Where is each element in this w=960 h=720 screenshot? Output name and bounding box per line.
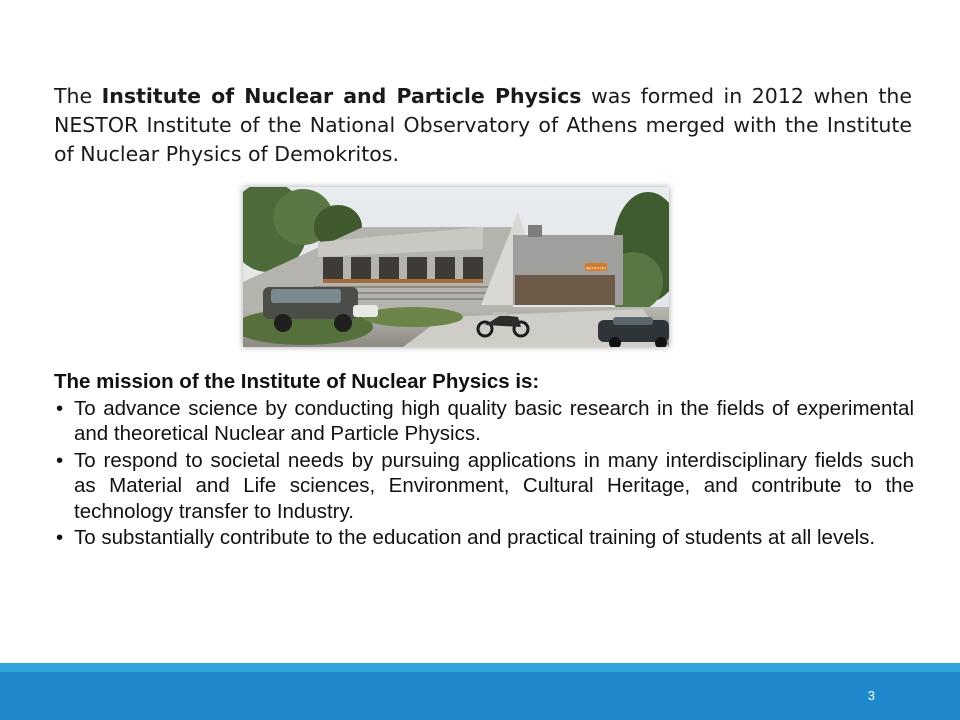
mission-bullet-item <box>54 396 914 447</box>
mission-bullet-list <box>54 396 914 551</box>
bullet-icon: • <box>56 526 64 549</box>
mission-heading: The mission of the Institute of Nuclear Physics is: <box>54 370 540 393</box>
intro-prefix: The <box>54 84 102 108</box>
mission-bullet-text: To advance science by conducting high quality basic research in the fields of experimental and theoretical Nuclear and Particle Physics. <box>74 396 914 445</box>
mission-bullet-item <box>54 525 914 551</box>
mission-bullet-item <box>54 448 914 525</box>
mission-bullet-text: To substantially contribute to the education and practical training of students at all levels. <box>74 526 876 549</box>
institute-building-photo <box>243 187 669 347</box>
footer-accent-stripe <box>0 663 960 672</box>
building-sign-text: ΙΝΣΤΙΤΟΥΤΟ <box>585 266 607 271</box>
bullet-icon: • <box>56 396 64 420</box>
intro-paragraph <box>54 82 912 169</box>
mission-section <box>54 369 914 552</box>
footer-bar <box>0 672 960 720</box>
building-photo-image <box>243 187 669 347</box>
intro-rest: was formed in 2012 when the NESTOR Institute of the National Observatory of Athens merged with the Institute of Nuclear Physics of Demokritos. <box>54 84 912 166</box>
bullet-icon: • <box>56 448 64 472</box>
mission-bullet-text: To respond to societal needs by pursuing applications in many interdisciplinary fields such as Material and Life sciences, Environment, Cultural Heritage, and contribute to the technology transfer to Industry. <box>74 448 914 523</box>
page-number: 3 <box>867 688 875 703</box>
institute-name: Institute of Nuclear and Particle Physics <box>101 84 582 108</box>
